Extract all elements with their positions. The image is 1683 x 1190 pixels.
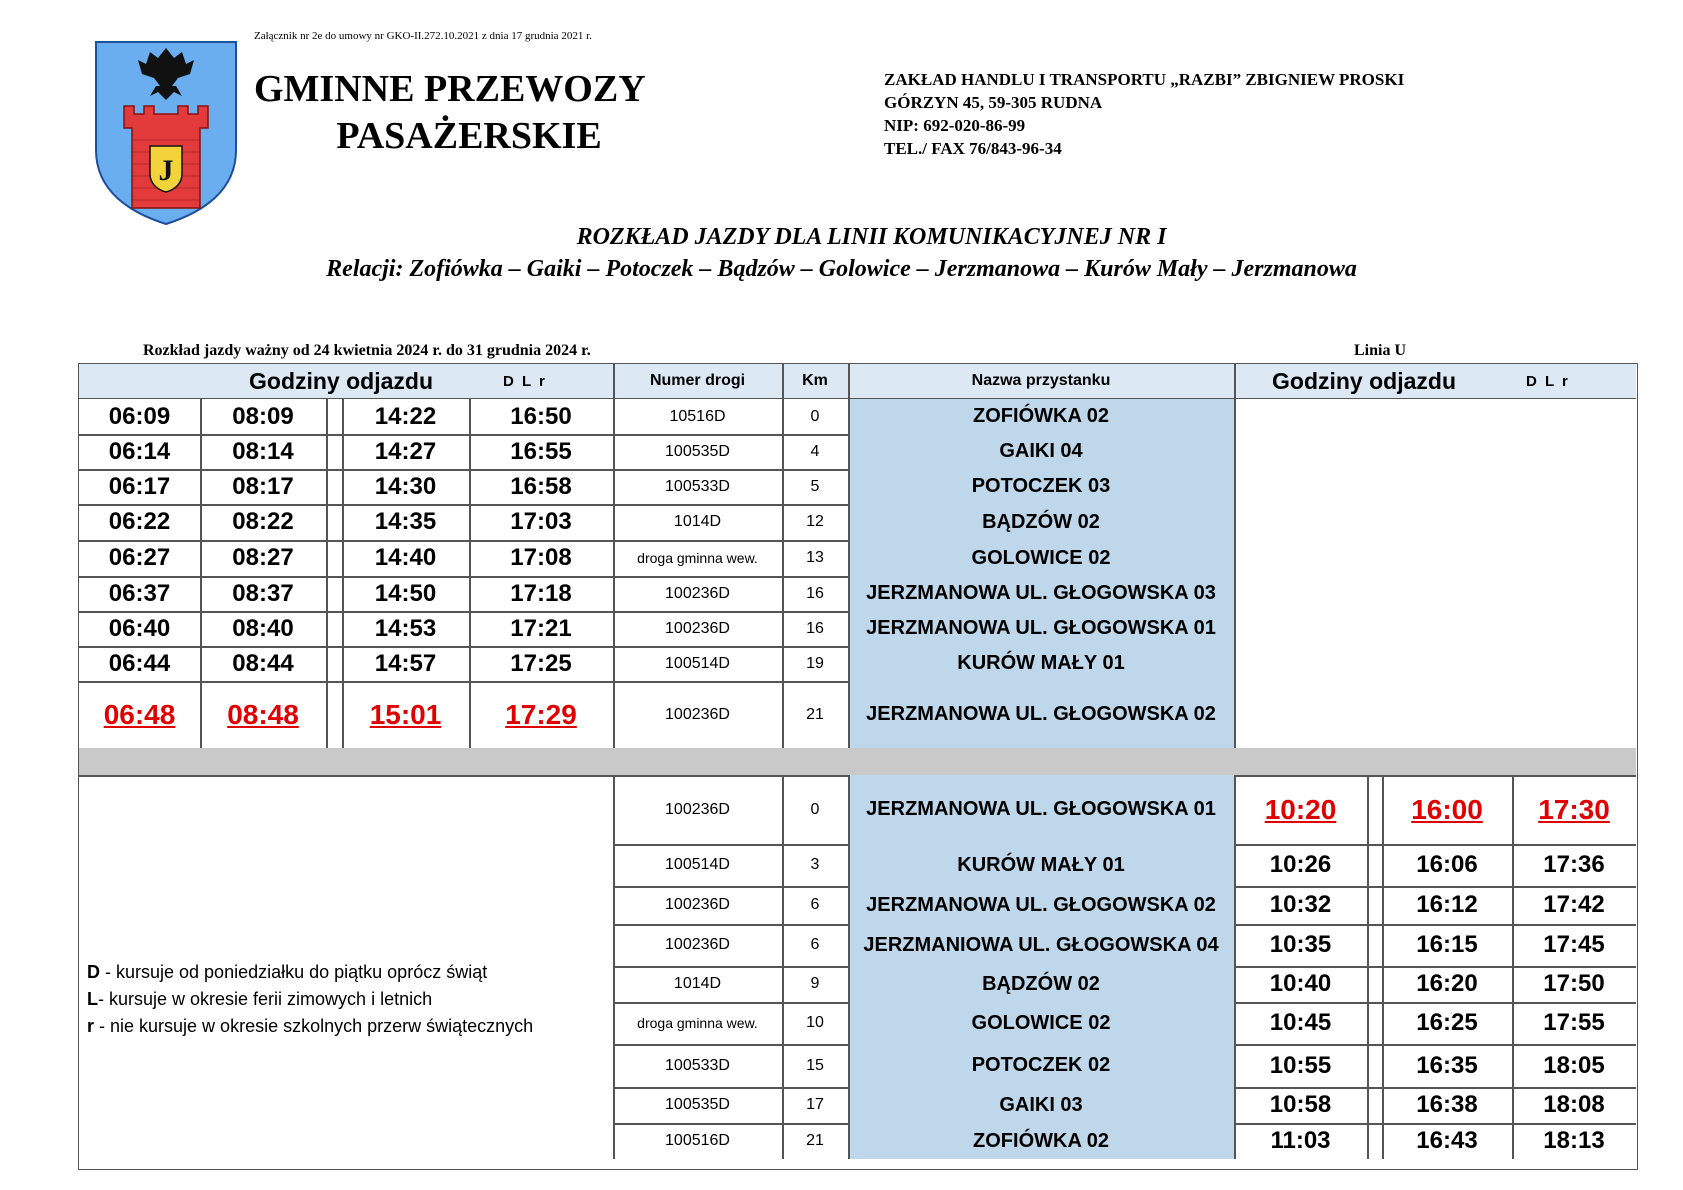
- column-divider: [342, 399, 344, 748]
- timetable: [78, 363, 1638, 1170]
- km-value: 19: [806, 654, 824, 672]
- departure-time: 18:05: [1543, 1051, 1605, 1079]
- column-divider: [782, 775, 784, 1159]
- departure-time: 16:58: [510, 472, 572, 500]
- departure-time: 17:25: [510, 649, 572, 677]
- road-number: 1014D: [673, 975, 722, 992]
- legend-item: [87, 1013, 533, 1040]
- km-value: 10: [806, 1014, 824, 1031]
- road-number: 100236D: [665, 619, 730, 637]
- departure-time: 08:37: [232, 579, 294, 607]
- departure-time: 11:03: [1270, 1127, 1331, 1154]
- stop-name: ZOFIÓWKA 02: [848, 1123, 1234, 1159]
- departure-time: 16:20: [1416, 970, 1478, 997]
- column-divider: [848, 399, 850, 748]
- road-number: 100514D: [665, 654, 730, 672]
- road-number: droga gminna wew.: [637, 1015, 758, 1031]
- column-divider: [1234, 399, 1236, 748]
- km-value: 5: [810, 477, 820, 495]
- stop-name: JERZMANIOWA UL. GŁOGOWSKA 04: [848, 924, 1234, 966]
- annex-note: Załącznik nr 2e do umowy nr GKO-II.272.10.2021 z dnia 17 grudnia 2021 r.: [254, 30, 592, 42]
- road-number: 100236D: [665, 705, 730, 723]
- road-number: 100533D: [665, 1056, 730, 1074]
- legend-text: - kursuje w okresie ferii zimowych i letnich: [98, 989, 433, 1009]
- road-number: 10516D: [669, 407, 726, 425]
- departure-time: 14:27: [374, 437, 437, 465]
- departure-time: 14:57: [374, 649, 437, 677]
- km-value: 17: [806, 1096, 824, 1113]
- km-value: 6: [810, 936, 820, 953]
- road-number: 100516D: [665, 1132, 730, 1149]
- departures-header-label-outbound: Godziny odjazdu: [249, 367, 433, 394]
- company-phone: TEL./ FAX 76/843-96-34: [884, 139, 1062, 158]
- column-divider: [1382, 775, 1384, 1159]
- stop-name: GOLOWICE 02: [848, 1002, 1234, 1044]
- departure-time: 06:22: [108, 508, 171, 535]
- validity-note: Rozkład jazdy ważny od 24 kwietnia 2024 r. do 31 grudnia 2024 r.: [143, 342, 591, 359]
- departure-time: 17:45: [1543, 931, 1605, 958]
- company-address: GÓRZYN 45, 59-305 RUDNA: [884, 93, 1103, 112]
- km-value: 12: [806, 513, 824, 530]
- column-divider: [1367, 775, 1369, 1159]
- km-value: 0: [810, 407, 820, 425]
- road-number: 100535D: [665, 442, 730, 460]
- km-value: 21: [806, 705, 824, 723]
- km-value: 3: [810, 856, 820, 873]
- departure-time: 10:45: [1269, 1009, 1332, 1036]
- km-value: 4: [810, 442, 820, 460]
- km-header: Km: [782, 364, 848, 399]
- departure-time: 08:22: [232, 508, 294, 535]
- departure-time: 08:40: [232, 614, 294, 642]
- departure-time: 08:44: [232, 649, 294, 677]
- road-number: 100514D: [665, 856, 730, 873]
- departure-time: 16:38: [1416, 1091, 1478, 1118]
- stop-name: POTOCZEK 03: [848, 469, 1234, 504]
- departures-header-label-inbound: Godziny odjazdu: [1272, 367, 1456, 394]
- road-number: 100236D: [665, 936, 730, 953]
- departure-time: 16:00: [1411, 793, 1483, 825]
- departure-time: 06:09: [108, 402, 171, 430]
- km-value: 13: [806, 549, 824, 566]
- schedule-title: ROZKŁAD JAZDY DLA LINII KOMUNIKACYJNEJ NR I: [576, 224, 1167, 250]
- departure-time: 08:17: [232, 472, 294, 500]
- departure-time: 08:48: [227, 698, 299, 730]
- stop-name: GAIKI 04: [848, 434, 1234, 469]
- departures-header-outbound: [79, 364, 613, 399]
- departure-time: 17:29: [505, 698, 577, 730]
- departure-time: 06:17: [108, 472, 171, 500]
- departure-time: 15:01: [369, 698, 442, 730]
- legend-item: [87, 986, 533, 1013]
- legend-text: - kursuje od poniedziałku do piątku oprócz świąt: [100, 962, 488, 982]
- km-value: 21: [806, 1132, 824, 1149]
- departure-time: 17:50: [1543, 970, 1605, 997]
- stop-name: GAIKI 03: [848, 1087, 1234, 1123]
- column-divider: [613, 775, 615, 1159]
- legend-key: r: [87, 1016, 95, 1036]
- departures-header-inbound: [1234, 364, 1636, 399]
- road-number: 100533D: [665, 477, 730, 495]
- departure-time: 16:43: [1416, 1127, 1478, 1154]
- departure-time: 16:25: [1416, 1009, 1478, 1036]
- km-value: 0: [810, 800, 820, 818]
- stop-name-header: Nazwa przystanku: [848, 364, 1234, 399]
- departure-time: 06:37: [108, 579, 171, 607]
- road-number: droga gminna wew.: [637, 550, 758, 566]
- legend-key: D: [87, 962, 100, 982]
- departure-time: 17:30: [1538, 793, 1610, 825]
- column-divider: [782, 399, 784, 748]
- departure-time: 06:44: [108, 649, 171, 677]
- departure-time: 17:21: [510, 614, 572, 642]
- departure-time: 10:55: [1269, 1051, 1332, 1079]
- stop-name: JERZMANOWA UL. GŁOGOWSKA 02: [848, 886, 1234, 924]
- road-number: 100236D: [665, 584, 730, 602]
- departure-time: 10:35: [1269, 931, 1332, 958]
- departure-time: 14:53: [374, 614, 437, 642]
- stop-name: BĄDZÓW 02: [848, 966, 1234, 1002]
- km-value: 16: [806, 584, 824, 602]
- departure-time: 16:15: [1416, 931, 1478, 958]
- road-number-header: Numer drogi: [613, 364, 782, 399]
- organization-line-1: GMINNE PRZEWOZY: [254, 68, 646, 110]
- column-divider: [1512, 775, 1514, 1159]
- stop-name: BĄDZÓW 02: [848, 504, 1234, 540]
- schedule-relation: Relacji: Zofiówka – Gaiki – Potoczek – Bądzów – Golowice – Jerzmanowa – Kurów Mały – Jerzmanowa: [326, 256, 1357, 282]
- company-nip: NIP: 692-020-86-99: [884, 116, 1026, 135]
- company-info: [884, 68, 1404, 160]
- departure-time: 08:09: [232, 402, 294, 430]
- legend: [87, 959, 533, 1040]
- stop-name: JERZMANOWA UL. GŁOGOWSKA 02: [848, 681, 1234, 748]
- svg-text:J: J: [158, 154, 174, 187]
- column-divider: [848, 775, 850, 1159]
- departure-time: 16:55: [510, 437, 572, 465]
- stop-name: JERZMANOWA UL. GŁOGOWSKA 01: [848, 775, 1234, 844]
- organization-title: [254, 66, 684, 160]
- departure-time: 06:48: [103, 698, 176, 730]
- stop-name: JERZMANOWA UL. GŁOGOWSKA 03: [848, 576, 1234, 611]
- municipal-crest: [94, 40, 238, 226]
- stop-name: KURÓW MAŁY 01: [848, 646, 1234, 681]
- column-divider: [1234, 775, 1236, 1159]
- departure-time: 16:35: [1416, 1051, 1478, 1079]
- stop-name: ZOFIÓWKA 02: [848, 399, 1234, 434]
- departure-time: 08:14: [232, 437, 294, 465]
- legend-key: L: [87, 989, 98, 1009]
- column-divider: [469, 399, 471, 748]
- column-divider: [326, 399, 328, 748]
- departure-time: 06:27: [108, 544, 171, 571]
- road-number: 100535D: [665, 1096, 730, 1113]
- column-divider: [613, 399, 615, 748]
- line-label: Linia U: [1354, 342, 1407, 359]
- departure-time: 18:13: [1543, 1127, 1605, 1154]
- organization-line-2: PASAŻERSKIE: [336, 115, 602, 157]
- departure-time: 08:27: [232, 544, 294, 571]
- departure-time: 14:40: [374, 544, 437, 571]
- road-number: 100236D: [665, 896, 730, 913]
- header-divider: [848, 364, 850, 399]
- header-divider: [1234, 364, 1236, 399]
- stop-name: GOLOWICE 02: [848, 540, 1234, 576]
- days-header-label-inbound: D L r: [1526, 372, 1570, 390]
- column-divider: [200, 399, 202, 748]
- departure-time: 10:20: [1264, 793, 1337, 825]
- departure-time: 18:08: [1543, 1091, 1605, 1118]
- legend-text: - nie kursuje w okresie szkolnych przerw świątecznych: [94, 1016, 534, 1036]
- stop-name: POTOCZEK 02: [848, 1044, 1234, 1087]
- header-divider: [613, 364, 615, 399]
- departure-time: 17:42: [1543, 891, 1605, 918]
- departure-time: 17:03: [510, 508, 572, 535]
- departure-time: 14:50: [374, 579, 437, 607]
- stop-name: JERZMANOWA UL. GŁOGOWSKA 01: [848, 611, 1234, 646]
- departure-time: 17:36: [1543, 851, 1605, 878]
- departure-time: 06:14: [108, 437, 171, 465]
- departure-time: 17:55: [1543, 1009, 1605, 1036]
- departure-time: 10:58: [1269, 1091, 1332, 1118]
- departure-time: 16:50: [510, 402, 572, 430]
- departure-time: 14:35: [374, 508, 437, 535]
- departure-time: 16:06: [1416, 851, 1478, 878]
- days-header-label-outbound: D L r: [503, 372, 547, 390]
- road-number: 100236D: [665, 800, 730, 818]
- km-value: 6: [810, 896, 820, 913]
- schedule-heading: [0, 221, 1683, 285]
- departure-time: 06:40: [108, 614, 171, 642]
- departure-time: 10:32: [1269, 891, 1332, 918]
- road-number: 1014D: [673, 513, 722, 530]
- departure-time: 17:18: [510, 579, 572, 607]
- departure-time: 16:12: [1416, 891, 1478, 918]
- header-divider: [782, 364, 784, 399]
- legend-item: [87, 959, 533, 986]
- km-value: 16: [806, 619, 824, 637]
- km-value: 9: [810, 975, 820, 992]
- section-separator: [79, 748, 1636, 775]
- departure-time: 14:30: [374, 472, 437, 500]
- departure-time: 14:22: [374, 402, 437, 430]
- departure-time: 17:08: [510, 544, 572, 571]
- stop-name: KURÓW MAŁY 01: [848, 844, 1234, 886]
- departure-time: 10:40: [1269, 970, 1332, 997]
- km-value: 15: [806, 1056, 824, 1074]
- departure-time: 10:26: [1269, 851, 1332, 878]
- company-name: ZAKŁAD HANDLU I TRANSPORTU „RAZBI” ZBIGNIEW PROSKI: [884, 70, 1405, 89]
